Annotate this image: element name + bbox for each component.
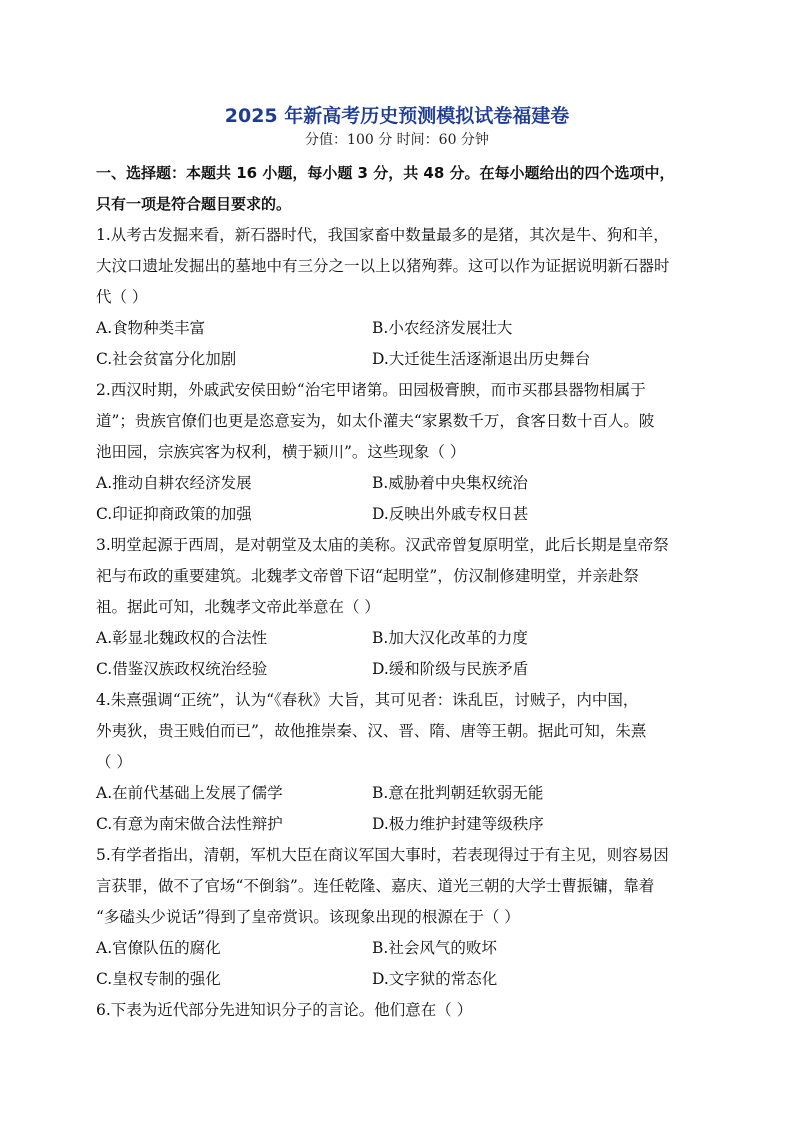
question-5-line-3: “多磕头少说话”得到了皇帝赏识。该现象出现的根源在于（ ） xyxy=(96,908,520,926)
question-1-option-c: C.社会贫富分化加剧 xyxy=(96,350,237,368)
question-2-line-2: 道”；贵族官僚们也更是恣意妄为，如太仆灌夫“家累数千万，食客日数十百人。陂 xyxy=(96,412,655,430)
question-2-option-b: B.威胁着中央集权统治 xyxy=(372,474,528,492)
question-4-option-c: C.有意为南宋做合法性辩护 xyxy=(96,815,283,833)
question-1-line-2: 大汶口遗址发掘出的墓地中有三分之一以上以猪殉葬。这可以作为证据说明新石器时 xyxy=(96,257,670,275)
question-4-line-2: 外夷狄，贵王贱伯而已”，故他推崇秦、汉、晋、隋、唐等王朝。据此可知，朱熹 xyxy=(96,722,647,740)
question-2-line-3: 池田园，宗族宾客为权利，横于颍川”。这些现象（ ） xyxy=(96,443,466,461)
question-4-option-b: B.意在批判朝廷软弱无能 xyxy=(372,784,544,802)
question-4-line-3: （ ） xyxy=(96,753,132,771)
section-heading-line-2: 只有一项是符合题目要求的。 xyxy=(96,195,292,213)
question-1-option-d: D.大迁徙生活逐渐退出历史舞台 xyxy=(372,350,591,368)
question-2-option-d: D.反映出外戚专权日甚 xyxy=(372,505,529,523)
question-5-option-b: B.社会风气的败坏 xyxy=(372,939,497,957)
question-1-line-1: 1.从考古发掘来看，新石器时代，我国家畜中数量最多的是猪，其次是牛、狗和羊， xyxy=(96,226,669,244)
question-4-option-a: A.在前代基础上发展了儒学 xyxy=(96,784,283,802)
question-5-line-1: 5.有学者指出，清朝，军机大臣在商议军国大事时，若表现得过于有主见，则容易因 xyxy=(96,846,669,864)
question-6-line-1: 6.下表为近代部分先进知识分子的言论。他们意在（ ） xyxy=(96,1001,473,1019)
question-1-option-b: B.小农经济发展壮大 xyxy=(372,319,513,337)
exam-title: 2025 年新高考历史预测模拟试卷福建卷 xyxy=(224,105,570,127)
question-5-line-2: 言获罪，做不了官场“不倒翁”。连任乾隆、嘉庆、道光三朝的大学士曹振镛，靠着 xyxy=(96,877,655,895)
question-2-option-a: A.推动自耕农经济发展 xyxy=(96,474,252,492)
question-5-option-d: D.文字狱的常态化 xyxy=(372,970,498,988)
question-2-line-1: 2.西汉时期，外戚武安侯田蚡“治宅甲诸第。田园极膏腴，而市买郡县器物相属于 xyxy=(96,381,646,399)
question-3-option-c: C.借鉴汉族政权统治经验 xyxy=(96,660,268,678)
exam-subtitle: 分值：100 分 时间：60 分钟 xyxy=(305,132,489,148)
question-5-option-a: A.官僚队伍的腐化 xyxy=(96,939,221,957)
question-2-option-c: C.印证抑商政策的加强 xyxy=(96,505,252,523)
question-1-line-3: 代（ ） xyxy=(96,288,148,306)
question-3-line-3: 祖。据此可知，北魏孝文帝此举意在（ ） xyxy=(96,598,380,616)
question-3-line-1: 3.明堂起源于西周，是对朝堂及太庙的美称。汉武帝曾复原明堂，此后长期是皇帝祭 xyxy=(96,536,669,554)
question-3-option-b: B.加大汉化改革的力度 xyxy=(372,629,528,647)
question-3-option-d: D.缓和阶级与民族矛盾 xyxy=(372,660,529,678)
question-4-line-1: 4.朱熹强调“正统”，认为“《春秋》大旨，其可见者：诛乱臣，讨贼子，内中国， xyxy=(96,691,639,709)
question-3-option-a: A.彰显北魏政权的合法性 xyxy=(96,629,268,647)
question-5-option-c: C.皇权专制的强化 xyxy=(96,970,221,988)
question-4-option-d: D.极力维护封建等级秩序 xyxy=(372,815,544,833)
section-heading-line-1: 一、选择题：本题共 16 小题，每小题 3 分，共 48 分。在每小题给出的四个选项中， xyxy=(96,164,675,182)
question-3-line-2: 祀与布政的重要建筑。北魏孝文帝曾下诏“起明堂”，仿汉制修建明堂，并亲赴祭 xyxy=(96,567,639,585)
question-1-option-a: A.食物种类丰富 xyxy=(96,319,206,337)
